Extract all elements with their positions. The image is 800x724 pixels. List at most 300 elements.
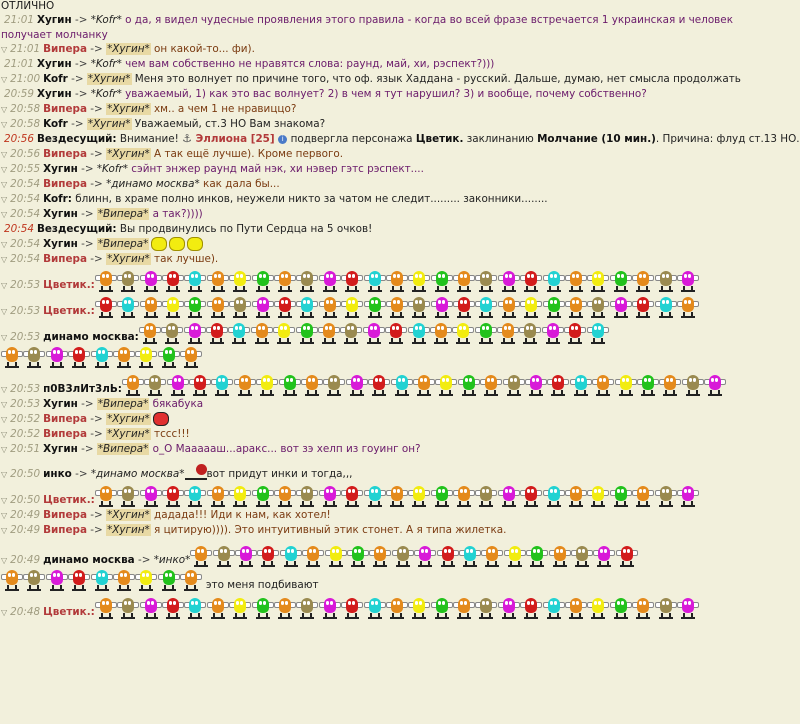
smiley-icon — [704, 373, 726, 397]
message-recipient[interactable]: *Kofr* — [90, 14, 122, 26]
message-author[interactable]: п0В3лИт3лЬ: — [43, 383, 122, 395]
smiley-icon — [632, 269, 654, 293]
message-author[interactable]: Вездесущий: — [36, 223, 117, 235]
message-recipient[interactable]: *инко* — [153, 554, 191, 566]
message-arrow: -> — [87, 524, 107, 536]
smiley-eye — [200, 378, 203, 382]
message-text: о_О Маааааш...аракс... вот зэ хелп из гоуинг он? — [149, 443, 421, 455]
smiley-eye — [263, 489, 266, 493]
message-toggle-icon[interactable]: ▽ — [1, 400, 8, 409]
message-time: 20:50 — [10, 494, 41, 506]
message-toggle-icon[interactable]: ▽ — [1, 385, 8, 394]
smiley-shoes — [117, 366, 131, 368]
smiley-icon — [347, 544, 369, 568]
smiley-eye — [102, 274, 105, 278]
smiley-icon — [280, 544, 302, 568]
message-arrow: -> — [87, 148, 107, 160]
smiley-icon — [319, 484, 341, 508]
message-author[interactable]: Вездесущий: — [36, 133, 117, 145]
smiley-eye — [169, 350, 172, 354]
smiley-eye — [258, 326, 261, 330]
message-author[interactable]: Випера — [43, 178, 87, 190]
smiley-icon — [95, 596, 117, 620]
smiley-eye — [165, 573, 168, 577]
smiley-shoes — [278, 617, 292, 619]
smiley-icon — [207, 269, 229, 293]
smiley-icon — [318, 321, 340, 345]
smiley-eye — [348, 601, 351, 605]
smiley-shoes — [501, 342, 515, 344]
message-toggle-icon[interactable]: ▽ — [1, 240, 8, 249]
smiley-shoes — [636, 617, 650, 619]
message-toggle-icon[interactable]: ▽ — [1, 445, 8, 454]
smiley-body — [96, 347, 108, 362]
smiley-icon — [503, 373, 525, 397]
smiley-icon — [408, 295, 430, 319]
smiley-row — [95, 269, 700, 293]
smiley-icon — [296, 269, 318, 293]
smiley-icon — [135, 345, 157, 369]
message-arrow: -> — [87, 103, 107, 115]
smiley-eye — [169, 601, 172, 605]
smiley-icon — [498, 484, 520, 508]
smiley-body — [257, 598, 269, 613]
message-line — [0, 252, 746, 267]
smiley-body — [257, 297, 269, 312]
message-toggle-icon[interactable]: ▽ — [1, 210, 8, 219]
smiley-eye — [594, 326, 597, 330]
message-recipient[interactable]: *Хугин* — [107, 253, 150, 265]
message-text: а так?)))) — [149, 208, 203, 220]
smiley-eye — [218, 489, 221, 493]
message-author[interactable]: Хугин — [43, 238, 78, 250]
message-recipient[interactable]: *Хугин* — [107, 103, 150, 115]
message-author[interactable]: динамо москва — [43, 554, 135, 566]
message-author[interactable]: Випера — [43, 103, 87, 115]
message-line — [0, 102, 746, 117]
message-text: вот придут инки и тогда,,, — [206, 468, 353, 480]
smiley-eye — [106, 489, 109, 493]
message-author[interactable]: динамо москва: — [43, 331, 139, 343]
smiley-icon — [543, 596, 565, 620]
smiley-eye — [224, 549, 227, 553]
smiley-shoes — [121, 316, 135, 318]
message-author[interactable]: Хугин — [43, 208, 78, 220]
smiley-eye — [509, 489, 512, 493]
message-author[interactable]: Випера — [43, 253, 87, 265]
smiley-icon — [274, 484, 296, 508]
smiley-shoes — [619, 394, 633, 396]
smiley-eye — [332, 549, 335, 553]
message-recipient[interactable]: *Хугин* — [107, 148, 150, 160]
smiley-icon — [610, 596, 632, 620]
smiley-row — [139, 321, 609, 345]
smiley-icon — [319, 269, 341, 293]
smiley-eye — [124, 573, 127, 577]
smiley-shoes — [575, 565, 589, 567]
smiley-icon — [46, 345, 68, 369]
message-author[interactable]: Цветик.: — [43, 494, 95, 506]
message-toggle-icon[interactable]: ▽ — [1, 608, 8, 617]
message-toggle-icon[interactable]: ▽ — [1, 430, 8, 439]
smiley-eye — [420, 378, 423, 382]
message-time: 20:51 — [10, 443, 41, 455]
message-recipient[interactable]: *Випера* — [97, 443, 149, 455]
smiley-eye — [617, 601, 620, 605]
message-toggle-icon[interactable]: ▽ — [1, 281, 8, 290]
message-time: 21:01 — [10, 43, 41, 55]
smiley-shoes — [659, 617, 673, 619]
smiley-eye — [556, 549, 559, 553]
smiley-eye — [688, 489, 691, 493]
smiley-icon — [184, 484, 206, 508]
message-recipient[interactable]: *Kofr* — [90, 58, 122, 70]
smiley-shoes — [418, 565, 432, 567]
message-time: 20:53 — [10, 305, 41, 317]
smiley-icon — [341, 596, 363, 620]
smiley-icon — [301, 373, 323, 397]
message-toggle-icon[interactable]: ▽ — [1, 195, 8, 204]
message-recipient[interactable]: *Хугин* — [107, 43, 150, 55]
smiley-icon — [140, 596, 162, 620]
smiley-eye — [370, 326, 373, 330]
smiley-eye — [576, 489, 579, 493]
smiley-shoes — [50, 589, 64, 591]
smiley-eye — [218, 300, 221, 304]
smiley-eye — [263, 300, 266, 304]
message-time: 21:00 — [10, 73, 41, 85]
message-author[interactable]: Випера — [43, 509, 87, 521]
message-toggle-icon[interactable]: ▽ — [1, 333, 8, 342]
smiley-shoes — [188, 505, 202, 507]
message-author[interactable]: Цветик.: — [43, 606, 95, 618]
smiley-eye — [448, 549, 451, 553]
smiley-eye — [308, 378, 311, 382]
smiley-shoes — [456, 342, 470, 344]
smiley-shoes — [194, 565, 208, 567]
smiley-eye — [393, 274, 396, 278]
smiley-shoes — [345, 617, 359, 619]
message-author[interactable]: Kofr — [43, 73, 68, 85]
smiley-icon — [162, 295, 184, 319]
smiley-eye — [572, 274, 575, 278]
smiley-icon — [184, 269, 206, 293]
smiley-icon — [677, 596, 699, 620]
message-recipient[interactable]: *Хугин* — [107, 413, 150, 425]
smiley-icon — [252, 596, 274, 620]
smiley-shoes — [462, 394, 476, 396]
message-author[interactable]: Kofr: — [43, 193, 72, 205]
message-text: как дала бы... — [199, 178, 280, 190]
smiley-shoes — [569, 505, 583, 507]
smiley-shoes — [479, 505, 493, 507]
smiley-eye — [689, 378, 692, 382]
message-recipient[interactable]: *Kofr* — [90, 88, 122, 100]
message-toggle-icon[interactable]: ▽ — [1, 556, 8, 565]
message-line — [0, 373, 746, 397]
smiley-shoes — [502, 617, 516, 619]
smiley-body — [548, 486, 560, 501]
message-toggle-icon[interactable]: ▽ — [1, 307, 8, 316]
message-line — [0, 147, 746, 162]
message-toggle-icon[interactable]: ▽ — [1, 496, 8, 505]
smiley-shoes — [546, 342, 560, 344]
smiley-icon — [453, 295, 475, 319]
smiley-eye — [102, 350, 105, 354]
smiley-icon — [252, 295, 274, 319]
message-toggle-icon[interactable]: ▽ — [1, 255, 8, 264]
message-recipient[interactable]: *Хугин* — [107, 428, 150, 440]
message-toggle-icon[interactable]: ▽ — [1, 470, 8, 479]
smiley-eye — [375, 274, 378, 278]
message-arrow: -> — [87, 253, 107, 265]
smiley-icon — [364, 295, 386, 319]
smiley-eye — [146, 326, 149, 330]
smiley-eye — [106, 274, 109, 278]
info-icon[interactable]: i — [278, 135, 287, 144]
message-toggle-icon[interactable]: ▽ — [1, 75, 8, 84]
smiley-shoes — [233, 505, 247, 507]
message-arrow: -> — [87, 178, 107, 190]
smiley-eye — [151, 601, 154, 605]
message-recipient[interactable]: *динамо москва* — [106, 178, 200, 190]
smiley-icon — [207, 484, 229, 508]
smiley-icon — [677, 484, 699, 508]
smiley-shoes — [121, 617, 135, 619]
message-text: так лучше). — [150, 253, 219, 265]
message-toggle-icon[interactable]: ▽ — [1, 526, 8, 535]
smiley-shoes — [238, 394, 252, 396]
message-author[interactable]: Хугин — [43, 163, 78, 175]
message-toggle-icon[interactable]: ▽ — [1, 105, 8, 114]
smiley-icon — [587, 269, 609, 293]
message-line — [0, 508, 746, 523]
smiley-shoes — [323, 316, 337, 318]
message-recipient[interactable]: *Випера* — [97, 398, 149, 410]
smiley-shoes — [372, 394, 386, 396]
smiley-shoes — [614, 290, 628, 292]
message-toggle-icon[interactable]: ▽ — [1, 180, 8, 189]
smiley-shoes — [681, 290, 695, 292]
smiley-eye — [442, 274, 445, 278]
smiley-icon — [414, 544, 436, 568]
smiley-body — [660, 598, 672, 613]
message-time: 21:01 — [4, 14, 34, 26]
message-author[interactable]: Випера — [43, 413, 87, 425]
message-author[interactable]: Хугин — [43, 443, 78, 455]
message-author[interactable]: Випера — [43, 148, 87, 160]
smiley-icon — [498, 295, 520, 319]
smiley-icon — [610, 484, 632, 508]
smiley-row — [1, 568, 203, 592]
smiley-icon — [408, 321, 430, 345]
message-toggle-icon[interactable]: ▽ — [1, 45, 8, 54]
smiley-shoes — [614, 316, 628, 318]
message-author[interactable]: Kofr — [43, 118, 68, 130]
message-toggle-icon[interactable]: ▽ — [1, 511, 8, 520]
message-author[interactable]: Хугин — [43, 398, 78, 410]
message-time: 20:54 — [4, 223, 34, 235]
smiley-shoes — [553, 565, 567, 567]
smiley-shoes — [636, 290, 650, 292]
message-recipient[interactable]: *динамо москва* — [90, 468, 185, 480]
smiley-icon — [587, 484, 609, 508]
smiley-eye — [151, 489, 154, 493]
smiley-eye — [577, 378, 580, 382]
smiley-eye — [371, 300, 374, 304]
smiley-icon — [323, 373, 345, 397]
message-toggle-icon[interactable]: ▽ — [1, 165, 8, 174]
smiley-eye — [150, 326, 153, 330]
message-author[interactable]: Цветик.: — [43, 305, 95, 317]
message-arrow: -> — [77, 443, 97, 455]
smiley-eye — [348, 489, 351, 493]
message-recipient[interactable]: *Хугин* — [87, 73, 131, 85]
smiley-eye — [549, 326, 552, 330]
message-recipient[interactable]: *Kofr* — [96, 163, 128, 175]
smiley-icon — [480, 373, 502, 397]
smiley-icon — [117, 596, 139, 620]
smiley-shoes — [568, 342, 582, 344]
smiley-icon — [437, 544, 459, 568]
smiley-shoes — [323, 290, 337, 292]
message-text: тссс!!! — [150, 428, 190, 440]
smiley-eye — [354, 549, 357, 553]
smiley-body — [330, 546, 342, 561]
smiley-icon — [386, 596, 408, 620]
message-time: 20:56 — [10, 148, 41, 160]
smiley-shoes — [390, 505, 404, 507]
smiley-icon — [408, 596, 430, 620]
smiley-eye — [330, 274, 333, 278]
smiley-shoes — [368, 316, 382, 318]
smiley-eye — [693, 378, 696, 382]
smiley-eye — [173, 300, 176, 304]
smiley-eye — [576, 274, 579, 278]
smiley-shoes — [367, 342, 381, 344]
smiley-eye — [120, 350, 123, 354]
smiley-icon — [140, 484, 162, 508]
message-toggle-icon[interactable]: ▽ — [1, 150, 8, 159]
message-author[interactable]: Випера — [43, 43, 87, 55]
smiley-shoes — [395, 394, 409, 396]
smiley-shoes — [278, 290, 292, 292]
smiley-shoes — [72, 366, 86, 368]
message-text: . Причина: флуд ст.13 НО. — [655, 133, 800, 145]
message-author[interactable]: Хугин — [36, 14, 72, 26]
smiley-icon — [610, 269, 632, 293]
message-line — [0, 72, 746, 87]
smiley-body — [442, 546, 454, 561]
smiley-icon — [158, 568, 180, 592]
smiley-eye — [281, 489, 284, 493]
smiley-icon — [571, 544, 593, 568]
smiley-icon — [520, 484, 542, 508]
smiley-icon — [95, 484, 117, 508]
message-author[interactable]: Хугин — [36, 88, 72, 100]
message-time: 20:56 — [4, 133, 34, 145]
smiley-shoes — [239, 565, 253, 567]
anchor-icon: ⚓ — [182, 132, 193, 145]
message-author[interactable]: Цветик.: — [43, 279, 95, 291]
message-recipient[interactable]: *Хугин* — [107, 524, 150, 536]
smiley-shoes — [188, 290, 202, 292]
smiley-eye — [358, 549, 361, 553]
smiley-shoes — [255, 342, 269, 344]
smiley-eye — [419, 326, 422, 330]
smiley-eye — [550, 601, 553, 605]
smiley-icon — [453, 596, 475, 620]
smiley-shoes — [368, 290, 382, 292]
smiley-shoes — [523, 342, 537, 344]
smiley-eye — [147, 274, 150, 278]
smiley-icon — [235, 544, 257, 568]
smiley-eye — [460, 489, 463, 493]
smiley-body — [396, 375, 408, 390]
smiley-icon — [340, 321, 362, 345]
message-recipient[interactable]: *Хугин* — [87, 118, 131, 130]
message-recipient[interactable]: *Випера* — [97, 208, 149, 220]
message-line — [0, 427, 746, 442]
smiley-eye — [102, 573, 105, 577]
smiley-shoes — [681, 505, 695, 507]
smiley-eye — [220, 549, 223, 553]
smiley-eye — [259, 489, 262, 493]
smiley-icon — [431, 269, 453, 293]
smiley-eye — [330, 489, 333, 493]
message-line — [0, 442, 746, 457]
smiley-icon — [453, 484, 475, 508]
smiley-eye — [218, 601, 221, 605]
smiley-shoes — [463, 565, 477, 567]
message-line — [0, 237, 746, 252]
smiley-icon — [392, 544, 414, 568]
smiley-icon — [296, 484, 318, 508]
smiley-shoes — [300, 316, 314, 318]
smiley-shoes — [95, 589, 109, 591]
smiley-eye — [532, 378, 535, 382]
message-author[interactable]: Випера — [43, 524, 87, 536]
smiley-body — [189, 323, 201, 338]
caster-name[interactable]: Эллиона [25] — [192, 133, 279, 145]
smiley-icon — [475, 295, 497, 319]
smiley-eye — [715, 378, 718, 382]
message-toggle-icon[interactable]: ▽ — [1, 120, 8, 129]
message-author[interactable]: инко — [43, 468, 72, 480]
smiley-eye — [684, 601, 687, 605]
smiley-shoes — [368, 505, 382, 507]
target-name[interactable]: Цветик. — [415, 133, 464, 145]
message-author[interactable]: Хугин — [36, 58, 72, 70]
message-arrow: -> — [71, 88, 91, 100]
smiley-eye — [213, 326, 216, 330]
message-author[interactable]: Випера — [43, 428, 87, 440]
smiley-eye — [393, 489, 396, 493]
smiley-icon — [256, 373, 278, 397]
smiley-eye — [287, 549, 290, 553]
smiley-shoes — [530, 565, 544, 567]
smiley-shoes — [435, 316, 449, 318]
message-recipient[interactable]: *Хугин* — [107, 509, 150, 521]
message-recipient[interactable]: *Випера* — [97, 238, 149, 250]
smiley-icon — [547, 373, 569, 397]
smiley-eye — [352, 274, 355, 278]
message-toggle-icon[interactable]: ▽ — [1, 415, 8, 424]
smiley-shoes — [233, 290, 247, 292]
smiley-icon — [364, 484, 386, 508]
smiley-body — [369, 598, 381, 613]
smiley-shoes — [412, 316, 426, 318]
